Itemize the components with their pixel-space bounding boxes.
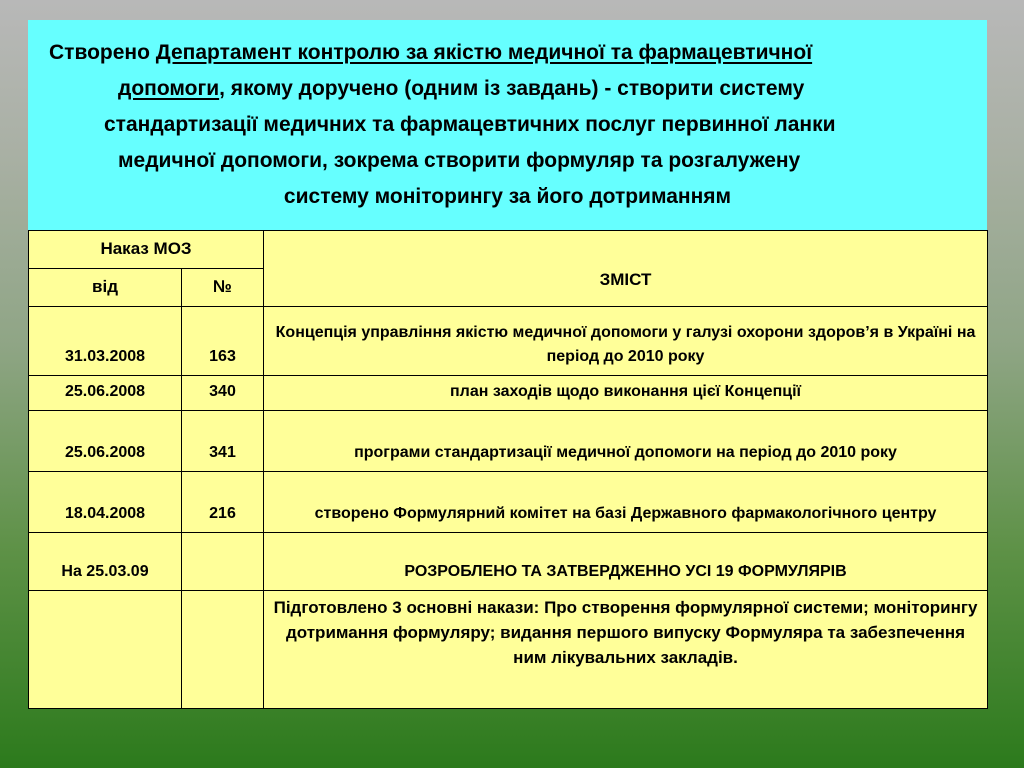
intro-text-block [28,20,987,230]
intro-line-5: систему моніторингу за його дотриманням [283,185,732,208]
row-date: 31.03.2008 [29,307,182,376]
row-date: 25.06.2008 [29,411,182,472]
table-row [29,533,988,591]
table-row [29,411,988,472]
order-group-header: Наказ МОЗ [29,231,264,269]
row-content: Підготовлено 3 основні накази: Про створення формулярної системи; моніторингу дотримання формуляру; видання першого випуску Формуляра та забезпечення ним лікувальних закладів. [264,591,988,709]
intro-line-2-rest: , якому доручено (одним із завдань) - створити систему [219,77,805,100]
intro-line-1 [46,35,969,71]
table-row [29,376,988,411]
row-number: 216 [182,472,264,533]
row-number: 341 [182,411,264,472]
row-number: 340 [182,376,264,411]
row-number [182,533,264,591]
department-name-link: Департамент контролю за якістю медичної та фармацевтичної [155,41,813,64]
row-content: створено Формулярний комітет на базі Державного фармакологічного центру [264,472,988,533]
date-column-header: від [29,269,182,307]
row-date: 25.06.2008 [29,376,182,411]
row-number [182,591,264,709]
table-row [29,591,988,709]
table-row [29,472,988,533]
intro-line-2 [46,71,969,107]
department-name-link-continued: допомоги [118,77,220,100]
row-date: 18.04.2008 [29,472,182,533]
intro-line-3: стандартизації медичних та фармацевтичних послуг первинної ланки [104,113,836,136]
row-date: На 25.03.09 [29,533,182,591]
orders-table [28,230,988,709]
intro-line-4: медичної допомоги, зокрема створити формуляр та розгалужену [118,149,801,172]
table-header-row [29,231,988,269]
row-content: Концепція управління якістю медичної допомоги у галузі охорони здоров’я в Україні на період до 2010 року [264,307,988,376]
row-content: план заходів щодо виконання цієї Концепції [264,376,988,411]
table-row [29,307,988,376]
row-date [29,591,182,709]
content-column-header: ЗМІСТ [264,231,988,307]
row-number: 163 [182,307,264,376]
row-content: програми стандартизації медичної допомоги на період до 2010 року [264,411,988,472]
number-column-header: № [182,269,264,307]
row-content: РОЗРОБЛЕНО ТА ЗАТВЕРДЖЕННО УСІ 19 ФОРМУЛЯРІВ [264,533,988,591]
intro-prefix: Створено [49,41,156,64]
slide [28,20,987,709]
